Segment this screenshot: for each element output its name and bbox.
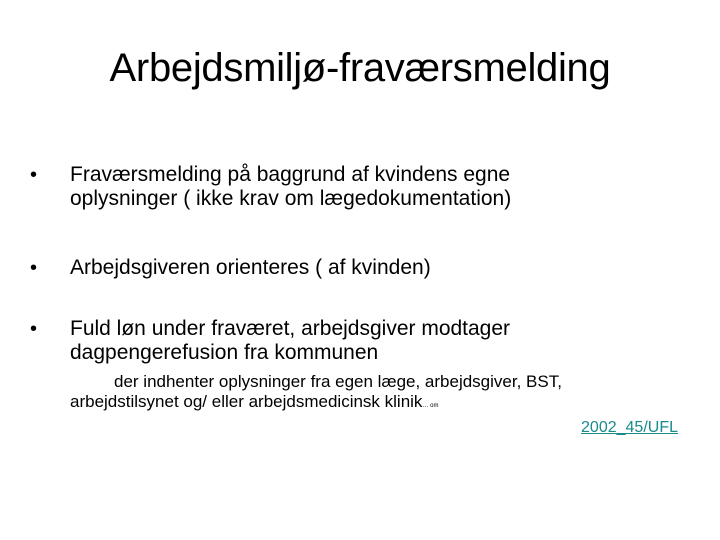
sub-note-text: der indhenter oplysninger fra egen læge, arbejdsgiver, BST,	[114, 372, 562, 391]
reference-link[interactable]: 2002_45/UFL	[581, 419, 678, 436]
slide-title: Arbejdsmiljø-fraværsmelding	[109, 46, 611, 90]
sub-note-line-2	[70, 392, 690, 416]
sub-note	[70, 372, 690, 416]
sub-note-text: arbejdstilsynet og/ eller arbejdsmedicinsk klinik	[70, 392, 423, 411]
bullet-icon: •	[30, 257, 38, 279]
bullet-icon: •	[30, 164, 38, 186]
sub-note-line-1	[70, 372, 690, 392]
bullet-text	[70, 163, 680, 211]
bullet-line: Arbejdsgiveren orienteres ( af kvinden)	[70, 256, 431, 279]
bullet-line: oplysninger ( ikke krav om lægedokumentation)	[70, 187, 512, 210]
bullet-line: dagpengerefusion fra kommunen	[70, 341, 379, 364]
bullet-text	[70, 256, 680, 280]
sub-note-tiny-suffix: … om	[422, 403, 439, 409]
bullet-line: Fraværsmelding på baggrund af kvindens egne	[70, 163, 511, 186]
bullet-line: Fuld løn under fraværet, arbejdsgiver modtager	[70, 317, 511, 340]
bullet-icon: •	[30, 318, 38, 340]
bullet-text	[70, 317, 680, 365]
